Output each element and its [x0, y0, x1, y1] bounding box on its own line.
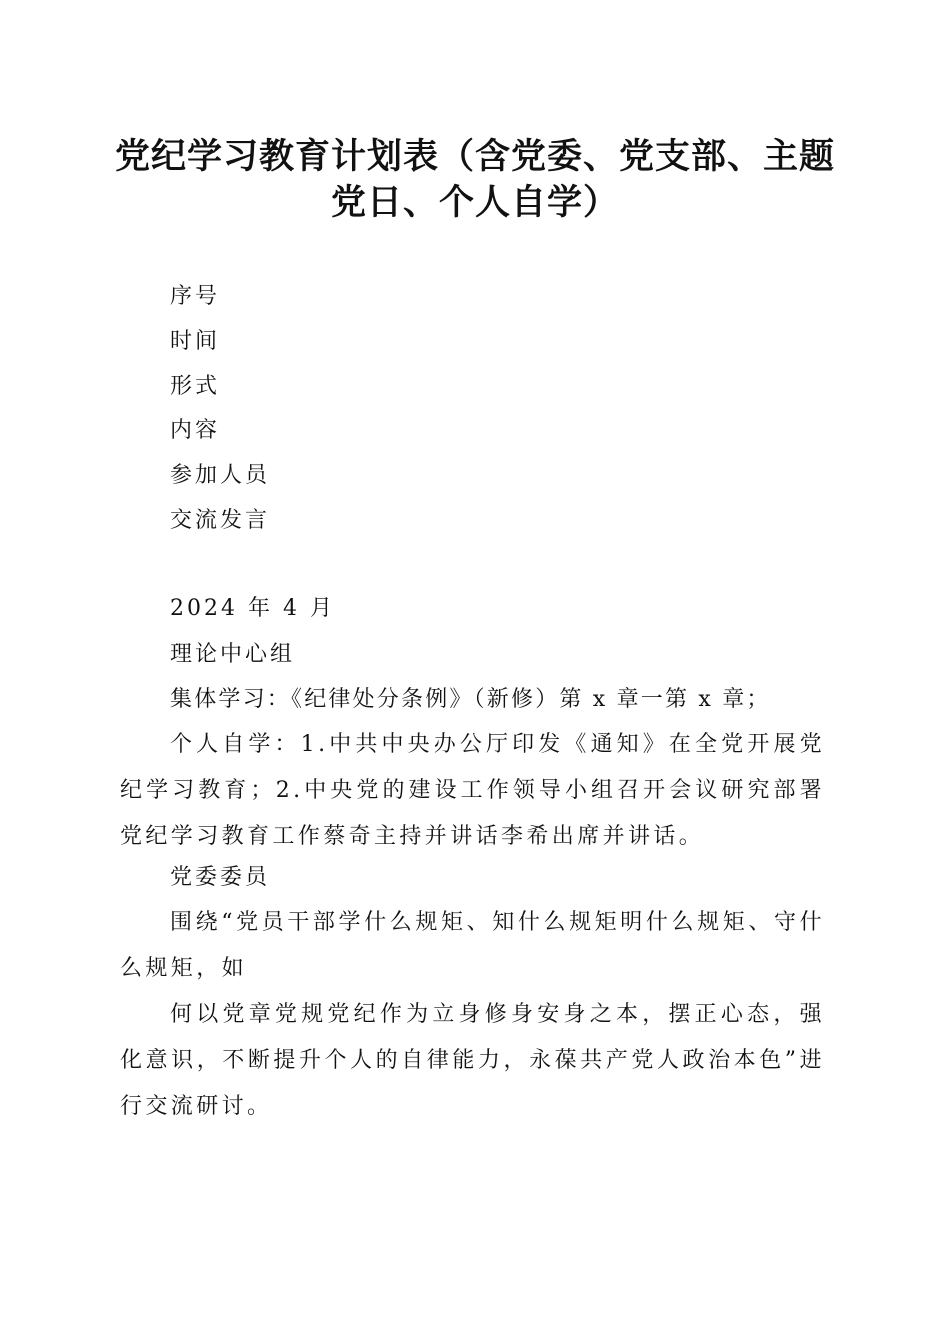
header-content: 内容 [170, 418, 221, 443]
row-content-self: 个人自学：1.中共中央办公厅印发《通知》在全党开展党纪学习教育；2.中央党的建设工作领导小组召开会议研究部署党纪学习教育工作蔡奇主持并讲话李希出席并讲话。 [120, 732, 825, 849]
row-speech-part-1: 围绕“党员干部学什么规矩、知什么规矩明什么规矩、守什么规矩，如 [120, 910, 825, 981]
header-index: 序号 [170, 284, 221, 309]
header-time: 时间 [170, 329, 221, 354]
row-time: 2024 年 4 月 [170, 596, 335, 621]
row-content-collective: 集体学习：《纪律处分条例》（新修）第 x 章一第 x 章； [170, 687, 771, 712]
header-participants: 参加人员 [170, 463, 271, 488]
document-title [110, 134, 840, 226]
title-line-1: 党纪学习教育计划表（含党委、党支部、主题 [114, 136, 835, 177]
title-line-2: 党日、个人自学） [330, 182, 619, 223]
header-form: 形式 [170, 374, 221, 399]
header-speech: 交流发言 [170, 508, 271, 533]
row-speech-part-2: 何以党章党规党纪作为立身修身安身之本，摆正心态，强化意识，不断提升个人的自律能力，永葆共产党人政治本色”进行交流研讨。 [120, 1002, 825, 1119]
row-participants: 党委委员 [170, 865, 271, 890]
row-form: 理论中心组 [170, 642, 296, 667]
